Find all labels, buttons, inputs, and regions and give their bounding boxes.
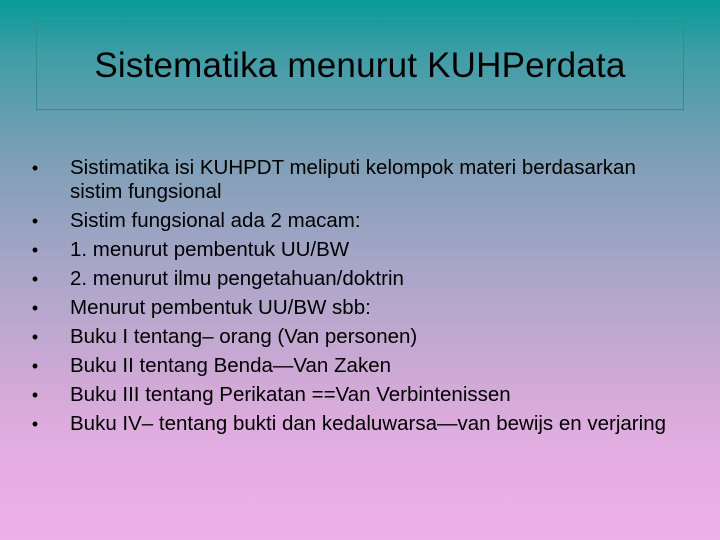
bullet-item (28, 153, 688, 206)
bullet-icon: • (31, 269, 39, 289)
bullet-text: Sistim fungsional ada 2 macam: (70, 209, 361, 232)
bullet-icon: • (31, 385, 39, 405)
bullet-icon: • (31, 211, 39, 231)
bullet-text: Buku IV– tentang bukti dan kedaluwarsa—van bewijs en verjaring (70, 412, 666, 435)
bullet-text: Buku I tentang– orang (Van personen) (70, 325, 418, 348)
slide-title: Sistematika menurut KUHPerdata (94, 45, 626, 85)
bullet-item (28, 293, 688, 322)
bullet-icon: • (31, 414, 39, 434)
bullet-icon: • (31, 240, 39, 260)
bullet-item (28, 409, 688, 438)
bullet-text: 1. menurut pembentuk UU/BW (70, 238, 350, 261)
bullet-text: Buku III tentang Perikatan ==Van Verbintenissen (70, 383, 511, 406)
bullet-list (28, 153, 688, 438)
bullet-item (28, 235, 688, 264)
bullet-icon: • (31, 298, 39, 318)
bullet-text: 2. menurut ilmu pengetahuan/doktrin (70, 267, 404, 290)
bullet-icon: • (31, 158, 39, 178)
bullet-icon: • (31, 327, 39, 347)
bullet-item (28, 380, 688, 409)
bullet-item (28, 206, 688, 235)
bullet-text: Sistimatika isi KUHPDT meliputi kelompok materi berdasarkan sistim fungsional (70, 156, 636, 203)
bullet-icon: • (31, 356, 39, 376)
bullet-text: Menurut pembentuk UU/BW sbb: (70, 296, 371, 319)
bullet-item (28, 264, 688, 293)
bullet-text: Buku II tentang Benda—Van Zaken (70, 354, 392, 377)
title-box (36, 21, 684, 110)
bullet-item (28, 351, 688, 380)
bullet-item (28, 322, 688, 351)
